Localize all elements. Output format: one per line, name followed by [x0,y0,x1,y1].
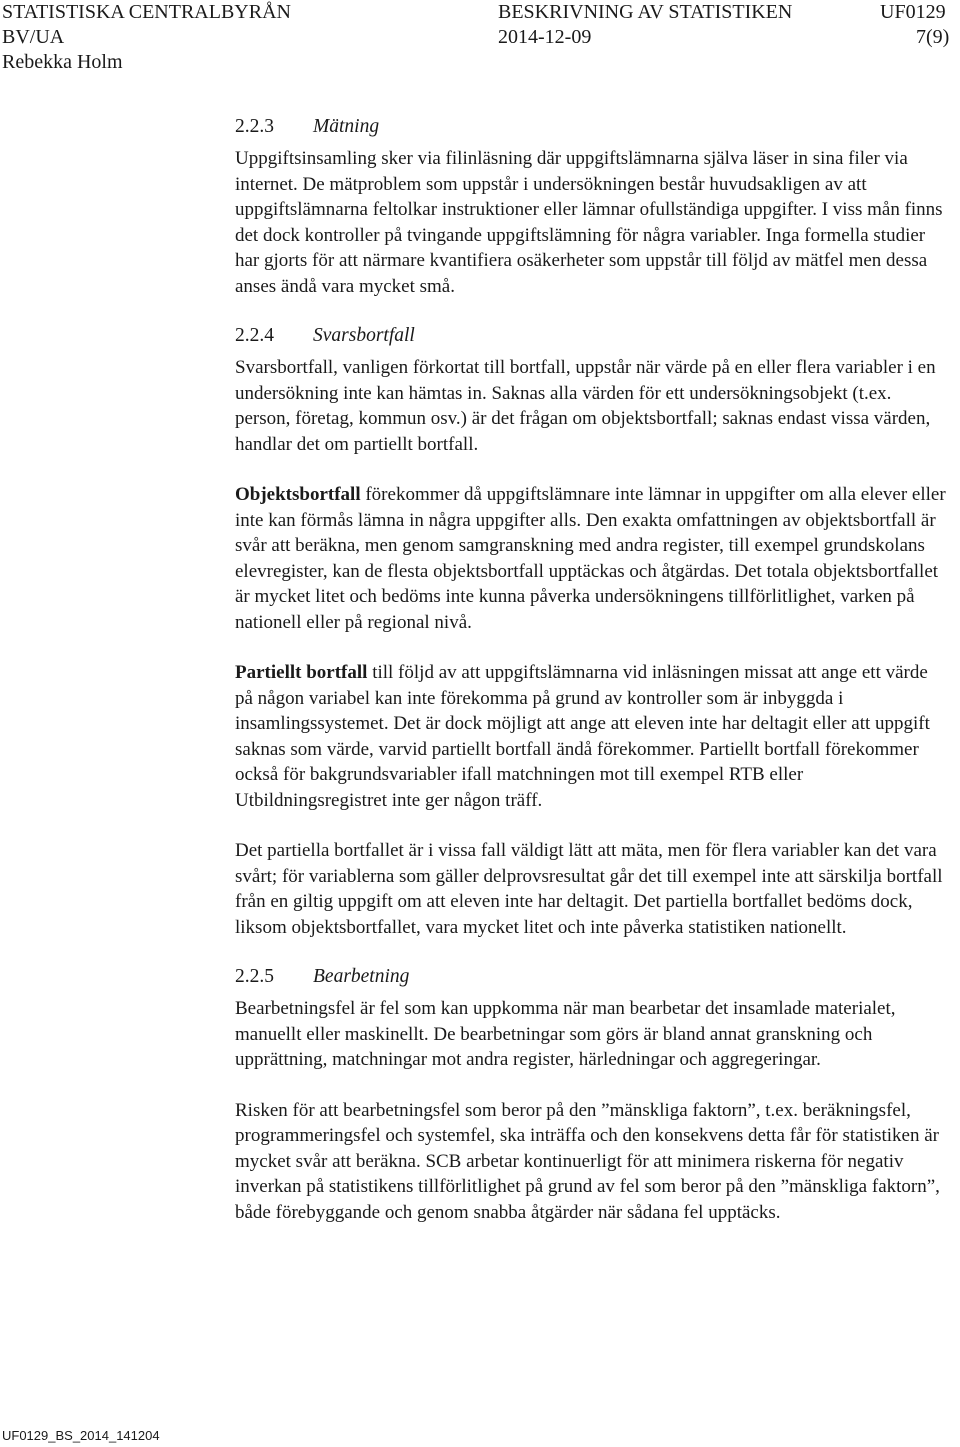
paragraph-matning: Uppgiftsinsamling sker via filinläsning där uppgiftslämnarna själva läser in sina filer via internet. De mätproblem som uppstår i undersökningen består huvudsakligen av att uppgiftslämnarna feltolkar instruktioner eller lämnar ofullständiga uppgifter. I viss mån finns det dock kontroller på tvingande uppgiftslämning för några variabler. Inga formella studier har gjorts för att närmare kvantifiera osäkerheter som uppstår till följd av mätfel men dessa anses ändå vara mycket små. [235,148,943,297]
section-title: Svarsbortfall [313,325,415,346]
header-row-1 [0,0,960,25]
section-heading-2-2-4 [235,323,947,348]
section-title: Bearbetning [313,966,410,987]
section-number: 2.2.5 [235,966,274,987]
header-page-number: 7(9) [916,26,950,48]
header-org: STATISTISKA CENTRALBYRÅN [2,1,291,23]
section-heading-2-2-5 [235,964,947,989]
page-header [0,0,960,75]
paragraph-mansklig-faktor: Risken för att bearbetningsfel som beror på den ”mänskliga faktorn”, t.ex. beräkningsfel, programmeringsfel och systemfel, ska inträffa och den konsekvens detta får för statistiken är mycket svår att beräkna. SCB arbetar kontinuerligt för att minimera riskerna för negativ inverkan på statistikens tillförlitlighet på grund av fel som beror på den ”mänskliga faktorn”, både förebyggande och genom snabba åtgärder när sådana fel upptäcks. [235,1099,940,1223]
header-date: 2014-12-09 [498,26,592,48]
section-heading-2-2-3 [235,114,947,139]
paragraph-partiellt-bortfall [235,660,947,813]
term-objektsbortfall: Objektsbortfall [235,484,361,505]
header-row-2 [0,25,960,50]
header-dept: BV/UA [2,26,65,48]
term-partiellt-bortfall: Partiellt bortfall [235,662,368,683]
document-body [235,114,947,1250]
header-author: Rebekka Holm [2,51,123,73]
paragraph-objektsbortfall [235,482,947,635]
paragraph-text: till följd av att uppgiftslämnarna vid inläsningen missat att ange ett värde på någon variabel kan inte förekomma på grund av kontroller som är inbyggda i insamlingssystemet. Det är dock möjligt att ange att eleven inte har deltagit eller att uppgift saknas som värde, varvid partiellt bortfall ändå förekommer. Partiellt bortfall förekommer också för bakgrundsvariabler ifall matchningen mot till exempel RTB eller Utbildningsregistret inte ger någon träff. [235,662,930,811]
section-title: Mätning [313,116,380,137]
header-code: UF0129 [880,1,946,23]
paragraph-text: förekommer då uppgiftslämnare inte lämnar in uppgifter om alla elever eller inte kan förmås lämna in några uppgifter alls. Den exakta omfattningen av objektsbortfall är svår att beräkna, men genom samgranskning med andra register, till exempel grundskolans elevregister, kan de flesta objektsbortfall upptäckas och åtgärdas. Det totala objektsbortfallet är mycket litet och bedöms inte kunna påverka undersökningens tillförlitlighet, varken på nationell eller på regional nivå. [235,484,946,633]
section-number: 2.2.3 [235,116,274,137]
page-footer: UF0129_BS_2014_141204 [2,1428,160,1443]
header-doc-type: BESKRIVNING AV STATISTIKEN [498,1,793,23]
section-number: 2.2.4 [235,325,274,346]
paragraph-partiella-bortfallet: Det partiella bortfallet är i vissa fall väldigt lätt att mäta, men för flera variabler kan det vara svårt; för variablerna som gäller delprovsresultat går det till exempel inte att särskilja bortfall från en giltig uppgift om att eleven inte har deltagit. Det partiella bortfallet bedöms dock, liksom objektsbortfallet, vara mycket litet och inte påverka statistiken nationellt. [235,840,943,938]
paragraph-bearbetningsfel: Bearbetningsfel är fel som kan uppkomma när man bearbetar det insamlade materialet, manuellt eller maskinellt. De bearbetningar som görs är bland annat granskning och upprättning, matchningar mot andra register, härledningar och aggregeringar. [235,998,896,1070]
header-row-3 [0,50,960,75]
paragraph-svarsbortfall: Svarsbortfall, vanligen förkortat till bortfall, uppstår när värde på en eller flera variabler i en undersökning inte kan hämtas in. Saknas alla värden för ett undersökningsobjekt (t.ex. person, företag, kommun osv.) är det frågan om objektsbortfall; saknas endast vissa värden, handlar det om partiellt bortfall. [235,357,936,455]
